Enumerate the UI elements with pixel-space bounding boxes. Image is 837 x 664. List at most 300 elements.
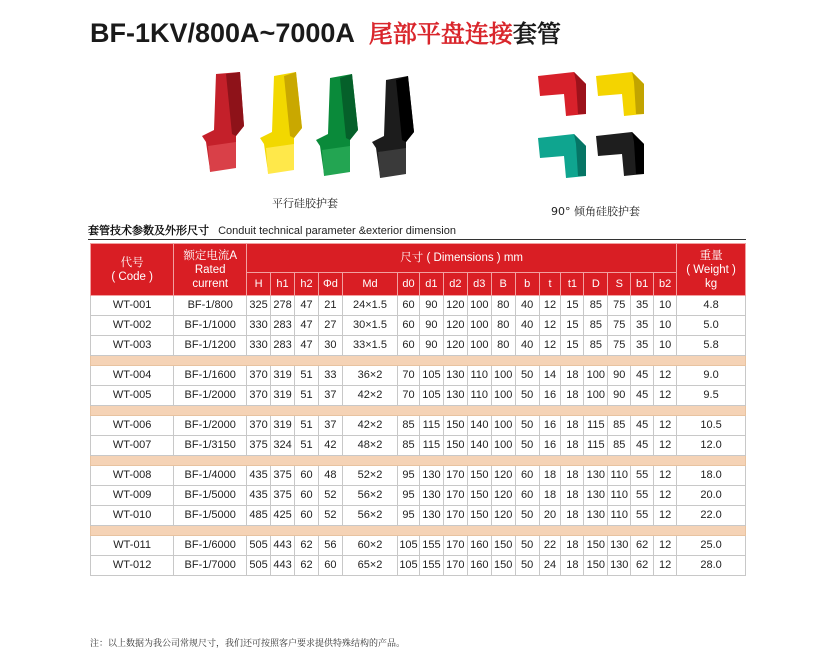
table-cell: 100 [467, 296, 491, 316]
header-rated [174, 244, 247, 296]
table-cell: 505 [247, 536, 271, 556]
table-cell: 18 [561, 366, 584, 386]
title-name-red: 尾部平盘连接 [368, 20, 513, 48]
table-cell: 90 [608, 386, 631, 406]
table-cell: 37 [318, 386, 342, 406]
table-cell: BF-1/1000 [174, 316, 247, 336]
table-cell: 18 [561, 386, 584, 406]
table-cell: 130 [608, 536, 631, 556]
table-cell: 110 [608, 486, 631, 506]
table-cell: 47 [295, 336, 319, 356]
table-cell: 60 [295, 506, 319, 526]
header-code-en: ( Code ) [111, 270, 153, 283]
table-cell: 105 [398, 536, 420, 556]
table-cell: 60 [515, 466, 539, 486]
table-cell: 14 [539, 366, 561, 386]
table-cell: 100 [491, 386, 515, 406]
table-cell: 16 [539, 436, 561, 456]
table-cell: 12 [539, 336, 561, 356]
table-cell: WT-005 [91, 386, 174, 406]
table-cell: 24 [539, 556, 561, 576]
table-cell: 115 [584, 416, 608, 436]
section-heading [88, 219, 746, 240]
group-separator [91, 406, 746, 416]
table-cell: 42×2 [342, 416, 397, 436]
table-cell: 160 [467, 536, 491, 556]
table-cell: 12 [654, 486, 677, 506]
flat-sleeve-green [316, 74, 358, 176]
table-cell: 18 [561, 486, 584, 506]
angle-sleeve-teal [538, 134, 586, 178]
table-cell: WT-011 [91, 536, 174, 556]
table-cell: 12 [654, 436, 677, 456]
table-cell: 110 [608, 506, 631, 526]
table-cell: 65×2 [342, 556, 397, 576]
header-dim-col: b1 [631, 273, 654, 296]
group-separator-cell [91, 406, 746, 416]
header-dim-col: d2 [443, 273, 467, 296]
table-cell: 150 [467, 466, 491, 486]
table-cell: 22.0 [677, 506, 746, 526]
table-cell: 20.0 [677, 486, 746, 506]
table-cell: 18 [561, 436, 584, 456]
table-cell: 25.0 [677, 536, 746, 556]
table-cell: 170 [443, 486, 467, 506]
table-cell: 120 [491, 466, 515, 486]
table-row [91, 316, 746, 336]
table-cell: 60 [398, 336, 420, 356]
table-cell: BF-1/3150 [174, 436, 247, 456]
table-cell: 18 [539, 486, 561, 506]
table-cell: 110 [467, 366, 491, 386]
table-cell: 55 [631, 466, 654, 486]
table-cell: 62 [295, 556, 319, 576]
table-cell: 37 [318, 416, 342, 436]
table-cell: 50 [515, 436, 539, 456]
table-cell: 443 [271, 556, 295, 576]
table-cell: BF-1/4000 [174, 466, 247, 486]
group-separator-cell [91, 526, 746, 536]
table-cell: 150 [491, 556, 515, 576]
table-row [91, 436, 746, 456]
spec-table-body [91, 296, 746, 576]
title-name-black: 套管 [512, 20, 561, 48]
table-row [91, 386, 746, 406]
table-cell: 50 [515, 506, 539, 526]
table-cell: WT-010 [91, 506, 174, 526]
flat-sleeves-image [196, 66, 428, 192]
table-cell: 12 [654, 386, 677, 406]
flat-sleeve-black [372, 76, 414, 178]
table-cell: 120 [443, 296, 467, 316]
table-cell: 80 [491, 316, 515, 336]
table-cell: 70 [398, 386, 420, 406]
table-cell: 100 [491, 436, 515, 456]
table-cell: 12 [654, 506, 677, 526]
table-cell: 85 [398, 436, 420, 456]
table-cell: 51 [295, 416, 319, 436]
header-dim-col: b [515, 273, 539, 296]
table-cell: 150 [467, 486, 491, 506]
table-cell: 75 [608, 296, 631, 316]
table-cell: 10 [654, 316, 677, 336]
table-cell: 40 [515, 336, 539, 356]
table-cell: 110 [608, 466, 631, 486]
table-cell: 12 [654, 536, 677, 556]
table-cell: 15 [561, 296, 584, 316]
table-cell: 50 [515, 556, 539, 576]
table-cell: 56×2 [342, 506, 397, 526]
header-dim-col: b2 [654, 273, 677, 296]
table-cell: 40 [515, 316, 539, 336]
table-cell: 9.5 [677, 386, 746, 406]
table-row [91, 556, 746, 576]
table-cell: BF-1/800 [174, 296, 247, 316]
table-cell: 52×2 [342, 466, 397, 486]
table-cell: 16 [539, 386, 561, 406]
table-cell: 12 [654, 466, 677, 486]
table-cell: 505 [247, 556, 271, 576]
table-cell: 5.8 [677, 336, 746, 356]
angle-sleeve-red [538, 72, 586, 116]
table-row [91, 366, 746, 386]
table-cell: 30 [318, 336, 342, 356]
table-cell: 12.0 [677, 436, 746, 456]
table-cell: BF-1/5000 [174, 486, 247, 506]
header-code-zh: 代号 [120, 256, 144, 269]
table-cell: 330 [247, 316, 271, 336]
table-cell: 130 [443, 386, 467, 406]
table-cell: 370 [247, 416, 271, 436]
table-row [91, 466, 746, 486]
table-cell: 60 [398, 316, 420, 336]
table-cell: BF-1/7000 [174, 556, 247, 576]
table-cell: 283 [271, 336, 295, 356]
table-cell: 55 [631, 506, 654, 526]
table-cell: 100 [491, 366, 515, 386]
table-cell: 100 [584, 366, 608, 386]
table-cell: 443 [271, 536, 295, 556]
table-cell: 170 [443, 536, 467, 556]
table-cell: 100 [491, 416, 515, 436]
group-separator [91, 356, 746, 366]
table-cell: 42×2 [342, 386, 397, 406]
table-cell: 33×1.5 [342, 336, 397, 356]
table-cell: WT-004 [91, 366, 174, 386]
table-cell: BF-1/2000 [174, 386, 247, 406]
flat-sleeve-yellow [260, 72, 302, 174]
table-cell: 75 [608, 316, 631, 336]
table-cell: 100 [467, 316, 491, 336]
table-cell: 319 [271, 366, 295, 386]
table-cell: 100 [467, 336, 491, 356]
table-cell: 60×2 [342, 536, 397, 556]
header-dim-col: D [584, 273, 608, 296]
table-cell: 324 [271, 436, 295, 456]
table-cell: 12 [539, 316, 561, 336]
table-cell: 160 [467, 556, 491, 576]
table-cell: 95 [398, 466, 420, 486]
table-row [91, 506, 746, 526]
section-heading-zh: 套管技术参数及外形尺寸 [88, 224, 209, 237]
header-rated-zh: 额定电流A [183, 249, 238, 262]
table-cell: 130 [608, 556, 631, 576]
table-cell: 60 [295, 466, 319, 486]
table-cell: 435 [247, 466, 271, 486]
group-separator [91, 456, 746, 466]
table-cell: 45 [631, 366, 654, 386]
spec-table [90, 243, 746, 576]
table-cell: 27 [318, 316, 342, 336]
header-dimensions: 尺寸 ( Dimensions ) mm [247, 244, 677, 273]
table-cell: 278 [271, 296, 295, 316]
angle-sleeves-caption: 90° 倾角硅胶护套 [551, 205, 640, 218]
header-dim-col: B [491, 273, 515, 296]
header-weight-zh: 重量 [699, 249, 723, 262]
table-cell: 12 [654, 366, 677, 386]
table-cell: 130 [584, 486, 608, 506]
header-dim-col: h2 [295, 273, 319, 296]
table-cell: 330 [247, 336, 271, 356]
table-row [91, 336, 746, 356]
table-cell: 12 [539, 296, 561, 316]
table-cell: 47 [295, 316, 319, 336]
table-cell: 110 [467, 386, 491, 406]
header-dim-col: d3 [467, 273, 491, 296]
table-cell: WT-008 [91, 466, 174, 486]
table-cell: 10 [654, 336, 677, 356]
table-cell: 115 [584, 436, 608, 456]
table-cell: 56 [318, 536, 342, 556]
table-cell: 115 [419, 416, 443, 436]
table-cell: 115 [419, 436, 443, 456]
table-cell: 150 [443, 416, 467, 436]
table-cell: WT-007 [91, 436, 174, 456]
table-cell: 425 [271, 506, 295, 526]
table-cell: 18 [561, 536, 584, 556]
table-cell: 375 [271, 486, 295, 506]
table-cell: 105 [398, 556, 420, 576]
table-cell: 90 [419, 316, 443, 336]
table-cell: 24×1.5 [342, 296, 397, 316]
table-cell: 375 [271, 466, 295, 486]
table-cell: 10 [654, 296, 677, 316]
table-cell: 150 [467, 506, 491, 526]
table-cell: 85 [608, 416, 631, 436]
table-cell: BF-1/6000 [174, 536, 247, 556]
table-cell: WT-001 [91, 296, 174, 316]
table-cell: 45 [631, 386, 654, 406]
group-separator-cell [91, 456, 746, 466]
table-cell: 9.0 [677, 366, 746, 386]
section-heading-en: Conduit technical parameter &exterior dimension [218, 225, 456, 237]
table-cell: 15 [561, 316, 584, 336]
table-cell: 90 [419, 296, 443, 316]
header-dim-col: h1 [271, 273, 295, 296]
table-cell: BF-1/5000 [174, 506, 247, 526]
table-cell: 50 [515, 536, 539, 556]
header-weight [677, 244, 746, 296]
table-cell: 10.5 [677, 416, 746, 436]
table-cell: 30×1.5 [342, 316, 397, 336]
table-cell: 45 [631, 436, 654, 456]
table-cell: 28.0 [677, 556, 746, 576]
table-cell: 50 [515, 366, 539, 386]
header-dim-col: d1 [419, 273, 443, 296]
table-cell: 370 [247, 366, 271, 386]
table-cell: 375 [247, 436, 271, 456]
table-row [91, 416, 746, 436]
table-cell: 35 [631, 336, 654, 356]
table-cell: 40 [515, 296, 539, 316]
table-cell: 485 [247, 506, 271, 526]
table-cell: BF-1/1200 [174, 336, 247, 356]
flat-sleeve-red [202, 72, 244, 172]
table-cell: 130 [443, 366, 467, 386]
angle-sleeves-image [534, 70, 656, 198]
table-cell: 42 [318, 436, 342, 456]
table-cell: 36×2 [342, 366, 397, 386]
header-dim-col: d0 [398, 273, 420, 296]
table-cell: 140 [467, 436, 491, 456]
table-cell: 18 [561, 416, 584, 436]
table-cell: 18 [539, 466, 561, 486]
table-cell: 56×2 [342, 486, 397, 506]
header-dim-col: t1 [561, 273, 584, 296]
table-cell: 150 [584, 556, 608, 576]
table-cell: 100 [584, 386, 608, 406]
table-cell: 55 [631, 486, 654, 506]
table-cell: 21 [318, 296, 342, 316]
table-cell: 105 [419, 366, 443, 386]
table-cell: 60 [398, 296, 420, 316]
table-cell: 51 [295, 386, 319, 406]
group-separator [91, 526, 746, 536]
table-cell: 435 [247, 486, 271, 506]
table-cell: 85 [584, 336, 608, 356]
table-cell: 170 [443, 506, 467, 526]
table-cell: 370 [247, 386, 271, 406]
table-cell: 18 [561, 506, 584, 526]
table-cell: 70 [398, 366, 420, 386]
table-cell: 130 [584, 466, 608, 486]
table-cell: 20 [539, 506, 561, 526]
table-cell: 12 [654, 556, 677, 576]
table-row [91, 486, 746, 506]
table-cell: 60 [515, 486, 539, 506]
table-cell: 85 [608, 436, 631, 456]
table-cell: 130 [419, 486, 443, 506]
table-cell: 319 [271, 416, 295, 436]
table-cell: 80 [491, 336, 515, 356]
table-cell: 325 [247, 296, 271, 316]
table-cell: WT-006 [91, 416, 174, 436]
table-cell: BF-1/1600 [174, 366, 247, 386]
header-dim-col: t [539, 273, 561, 296]
table-cell: 45 [631, 416, 654, 436]
table-cell: 75 [608, 336, 631, 356]
table-cell: 155 [419, 536, 443, 556]
table-cell: 35 [631, 296, 654, 316]
table-cell: 319 [271, 386, 295, 406]
table-cell: 120 [491, 486, 515, 506]
table-cell: 22 [539, 536, 561, 556]
footnote: 注：以上数据为我公司常规尺寸，我们还可按照客户要求提供特殊结构的产品。 [90, 639, 406, 649]
table-cell: 51 [295, 366, 319, 386]
header-dim-col: S [608, 273, 631, 296]
table-cell: 150 [443, 436, 467, 456]
table-cell: 105 [419, 386, 443, 406]
header-rated-en2: current [192, 277, 229, 290]
table-cell: 95 [398, 506, 420, 526]
table-cell: 120 [491, 506, 515, 526]
page-title [90, 14, 561, 54]
header-code [91, 244, 174, 296]
header-dim-col: H [247, 273, 271, 296]
table-cell: 15 [561, 336, 584, 356]
header-weight-en: ( Weight ) [686, 263, 736, 276]
title-model-range: BF-1KV/800A~7000A [90, 18, 355, 48]
table-cell: 52 [318, 486, 342, 506]
table-cell: 130 [419, 466, 443, 486]
flat-sleeves-caption: 平行硅胶护套 [272, 197, 338, 210]
table-cell: 50 [515, 386, 539, 406]
table-cell: 50 [515, 416, 539, 436]
table-cell: WT-009 [91, 486, 174, 506]
table-row [91, 296, 746, 316]
header-weight-unit: kg [705, 277, 718, 290]
table-cell: 90 [419, 336, 443, 356]
group-separator-cell [91, 356, 746, 366]
table-cell: 85 [398, 416, 420, 436]
table-cell: 5.0 [677, 316, 746, 336]
table-cell: 4.8 [677, 296, 746, 316]
table-cell: 130 [419, 506, 443, 526]
table-cell: 170 [443, 466, 467, 486]
table-cell: 140 [467, 416, 491, 436]
table-cell: 52 [318, 506, 342, 526]
table-cell: WT-012 [91, 556, 174, 576]
table-cell: 62 [631, 556, 654, 576]
table-cell: BF-1/2000 [174, 416, 247, 436]
table-cell: 18 [561, 466, 584, 486]
table-cell: 170 [443, 556, 467, 576]
table-cell: 120 [443, 336, 467, 356]
header-rated-en1: Rated [194, 263, 226, 276]
table-cell: 62 [295, 536, 319, 556]
angle-sleeve-black [596, 132, 644, 176]
table-cell: 80 [491, 296, 515, 316]
header-dim-col: Md [342, 273, 397, 296]
table-cell: 120 [443, 316, 467, 336]
table-cell: 90 [608, 366, 631, 386]
table-cell: 155 [419, 556, 443, 576]
table-cell: 62 [631, 536, 654, 556]
table-row [91, 536, 746, 556]
table-cell: 60 [295, 486, 319, 506]
table-cell: 35 [631, 316, 654, 336]
header-dim-col: Φd [318, 273, 342, 296]
table-cell: 48×2 [342, 436, 397, 456]
table-cell: 95 [398, 486, 420, 506]
angle-sleeve-yellow [596, 72, 644, 116]
table-cell: 12 [654, 416, 677, 436]
table-cell: 33 [318, 366, 342, 386]
table-cell: 18.0 [677, 466, 746, 486]
table-cell: 16 [539, 416, 561, 436]
table-cell: 60 [318, 556, 342, 576]
table-cell: 47 [295, 296, 319, 316]
